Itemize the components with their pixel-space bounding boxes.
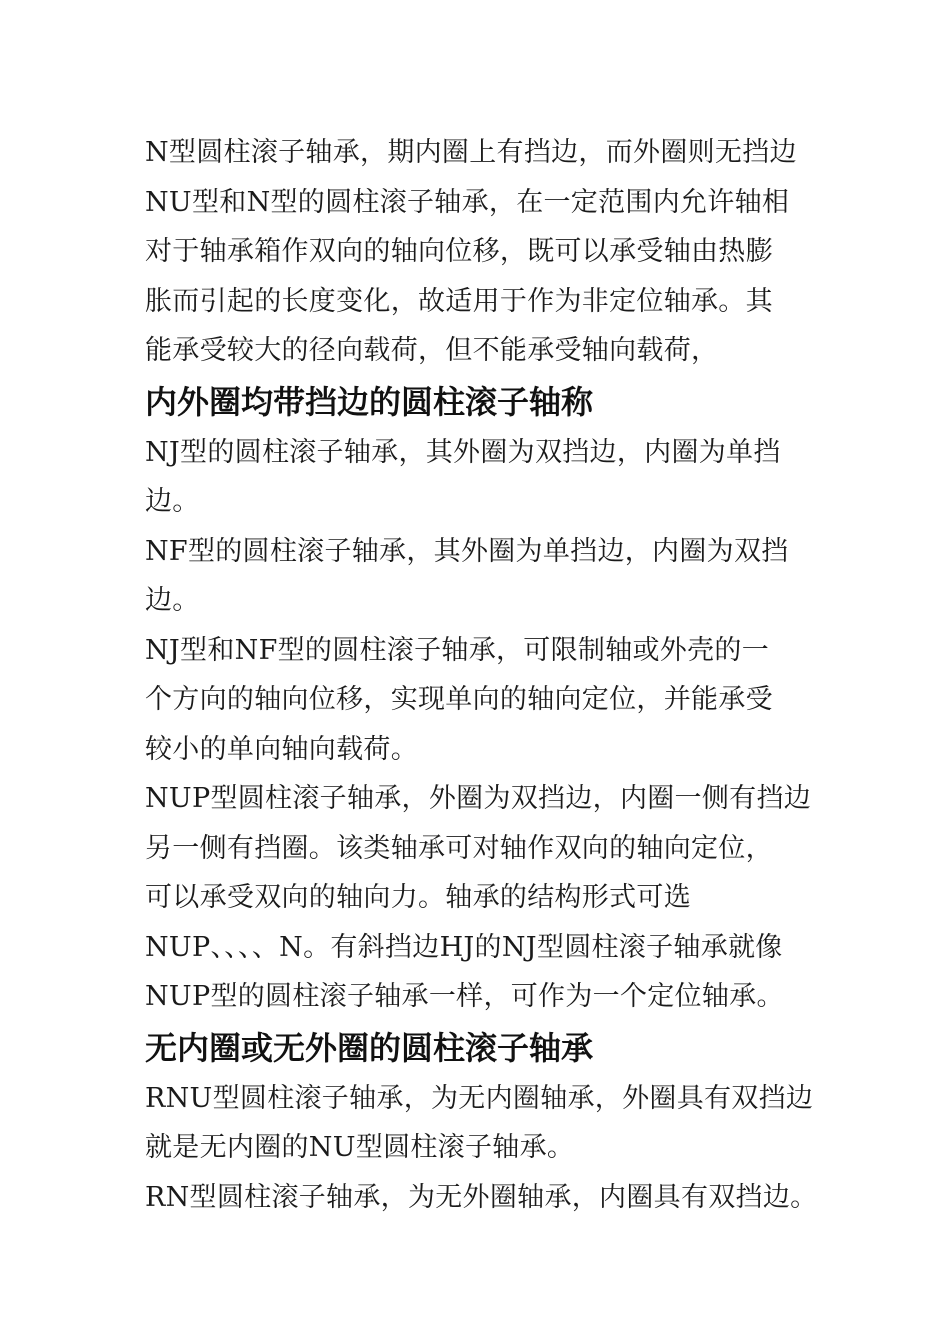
text-line: 就是无内圈的NU型圆柱滚子轴承。 [145, 1132, 575, 1163]
text-line: NU型和N型的圆柱滚子轴承，在一定范围内允许轴相 [145, 186, 790, 218]
text-line: NUP型圆柱滚子轴承，外圈为双挡边，内圈一侧有挡边 [145, 783, 812, 814]
text-line: NUP、、、、N。有斜挡边HJ的NJ型圆柱滚子轴承就像 [145, 931, 783, 963]
text-line: 对于轴承箱作双向的轴向位移，既可以承受轴由热膨 [145, 236, 773, 267]
text-line: 可以承受双向的轴向力。轴承的结构形式可选 [145, 882, 691, 913]
text-line: RN型圆柱滚子轴承，为无外圈轴承，内圈具有双挡边。 [145, 1181, 818, 1213]
text-line: 边。 [145, 585, 200, 616]
section-heading: 无内圈或无外圈的圆柱滚子轴承 [145, 1028, 594, 1067]
text-line: NF型的圆柱滚子轴承，其外圈为单挡边，内圈为双挡 [145, 535, 789, 567]
text-line: RNU型圆柱滚子轴承，为无内圈轴承，外圈具有双挡边 [145, 1082, 814, 1114]
text-line: 个方向的轴向位移，实现单向的轴向定位，并能承受 [145, 684, 773, 715]
document-body [145, 128, 818, 1222]
text-line: N型圆柱滚子轴承，期内圈上有挡边，而外圈则无挡边 [145, 137, 797, 168]
text-line: 能承受较大的径向载荷，但不能承受轴向载荷， [145, 335, 719, 366]
text-line: NJ型和NF型的圆柱滚子轴承，可限制轴或外壳的一 [145, 634, 770, 666]
section-heading: 内外圈均带挡边的圆柱滚子轴称 [145, 382, 594, 421]
text-line: NUP型的圆柱滚子轴承一样，可作为一个定位轴承。 [145, 981, 784, 1012]
text-line: 较小的单向轴向载荷。 [145, 733, 418, 765]
text-line: 胀而引起的长度变化，故适用于作为非定位轴承。其 [145, 285, 773, 317]
text-line: 边。 [145, 486, 200, 517]
text-line: NJ型的圆柱滚子轴承，其外圈为双挡边，内圈为单挡 [145, 436, 781, 468]
text-line: 另一侧有挡圈。该类轴承可对轴作双向的轴向定位， [145, 832, 773, 864]
